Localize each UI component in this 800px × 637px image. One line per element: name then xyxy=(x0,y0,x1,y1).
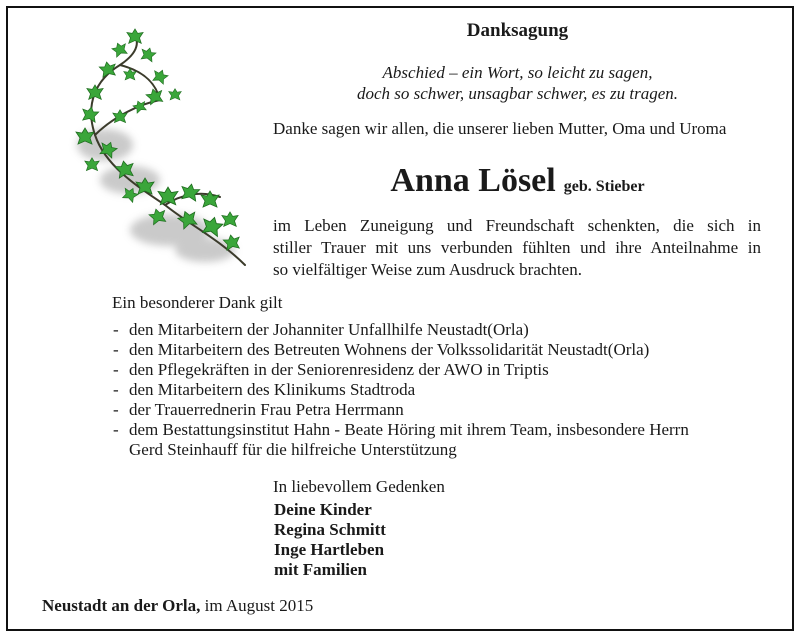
dash-bullet: - xyxy=(113,320,119,339)
list-item: - dem Bestattungsinstitut Hahn - Beate Höring mit ihrem Team, insbesondere Herrn xyxy=(113,420,689,439)
date: im August 2015 xyxy=(204,596,314,615)
place-date xyxy=(42,596,313,616)
thanks-line: stiller Trauer mit uns verbunden fühlten und ihre Anteilnahme in xyxy=(273,238,761,257)
dash-bullet: - xyxy=(113,380,119,399)
special-thanks-list xyxy=(113,320,689,460)
list-item: - den Mitarbeitern der Johanniter Unfallhilfe Neustadt(Orla) xyxy=(113,320,529,339)
dash-bullet: - xyxy=(113,360,119,379)
thanks-line: im Leben Zuneigung und Freundschaft schenkten, die sich in xyxy=(273,216,761,235)
deceased-name-line xyxy=(270,162,765,200)
intro-text: Danke sagen wir allen, die unserer lieben Mutter, Oma und Uroma xyxy=(273,119,727,138)
ivy-branch-icon xyxy=(50,25,265,275)
thanks-paragraph xyxy=(273,215,761,281)
page-title: Danksagung xyxy=(466,20,569,41)
birth-name: geb. Stieber xyxy=(563,178,645,195)
deceased-name: Anna Lösel xyxy=(390,162,556,199)
closing-text: In liebevollem Gedenken xyxy=(273,477,445,496)
dash-bullet: - xyxy=(113,420,119,439)
poem-line: Abschied – ein Wort, so leicht zu sagen, xyxy=(382,63,653,82)
signatory: Inge Hartleben xyxy=(274,540,385,559)
special-thanks-label: Ein besonderer Dank gilt xyxy=(112,293,283,312)
dash-bullet: - xyxy=(113,340,119,359)
thanks-line: so vielfältiger Weise zum Ausdruck brachten. xyxy=(273,260,582,279)
signatory: Regina Schmitt xyxy=(274,520,386,539)
list-item: - den Mitarbeitern des Betreuten Wohnens der Volkssolidarität Neustadt(Orla) xyxy=(113,340,650,359)
list-item-continuation: Gerd Steinhauff für die hilfreiche Unterstützung xyxy=(129,440,457,459)
signatory: Deine Kinder xyxy=(274,500,372,519)
dash-bullet: - xyxy=(113,400,119,419)
signatories xyxy=(274,500,386,580)
poem xyxy=(270,62,765,104)
list-item: - der Trauerrednerin Frau Petra Herrmann xyxy=(113,400,404,419)
list-item: - den Pflegekräften in der Seniorenresidenz der AWO in Triptis xyxy=(113,360,549,379)
place: Neustadt an der Orla, xyxy=(42,596,201,615)
signatory: mit Familien xyxy=(274,560,368,579)
list-item: - den Mitarbeitern des Klinikums Stadtroda xyxy=(113,380,416,399)
poem-line: doch so schwer, unsagbar schwer, es zu tragen. xyxy=(356,84,679,103)
